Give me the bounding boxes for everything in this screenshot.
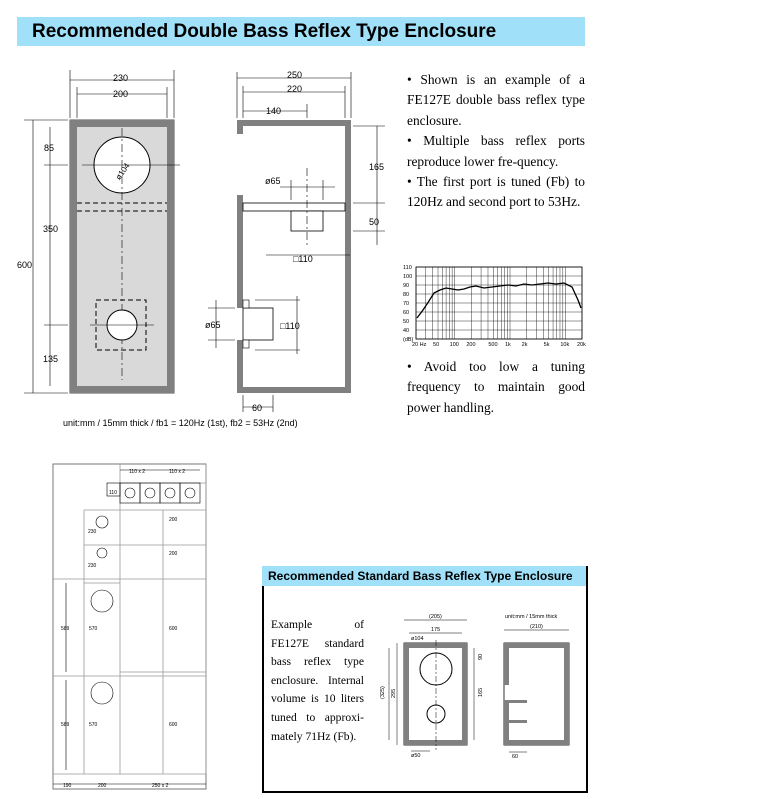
x-tick-label: 100	[449, 342, 459, 348]
lower-port-section: □110	[280, 321, 300, 331]
front-dim-350: 350	[43, 224, 59, 234]
y-tick-label: 90	[403, 283, 410, 289]
cut-label: 230	[88, 529, 97, 535]
cut-label: 570	[89, 722, 98, 728]
y-tick-label: 100	[403, 274, 413, 280]
side-dim-140: 140	[266, 106, 282, 116]
x-tick-label: 2k	[521, 342, 528, 348]
front-dim-85: 85	[44, 143, 55, 153]
std-side-dim: 60	[512, 754, 519, 760]
bullet-list	[407, 70, 585, 213]
std-dim: 165	[478, 687, 484, 697]
standard-enclosure-diagram	[368, 600, 582, 764]
std-dim: 295	[391, 688, 397, 698]
bullet-2: • Multiple bass reflex ports reproduce lower fre-quency.	[407, 133, 585, 169]
upper-port-section: □110	[293, 254, 313, 264]
x-tick-label: 5k	[543, 342, 550, 348]
cut-label: 110 x 2	[169, 469, 186, 475]
cut-label: 589	[61, 722, 70, 728]
y-tick-label: 110	[403, 265, 412, 271]
x-tick-label: 500	[488, 342, 498, 348]
cut-label: 200	[98, 783, 107, 789]
title-bar	[17, 17, 585, 46]
page-title: Recommended Double Bass Reflex Type Enclosure	[32, 21, 497, 42]
cut-label: 190	[63, 783, 72, 789]
side-width-inner: 220	[287, 84, 303, 94]
y-tick-label: 60	[403, 310, 410, 316]
cut-label: 110	[109, 490, 117, 496]
std-dim: (325)	[380, 686, 386, 699]
upper-port-diameter: ø65	[265, 176, 281, 186]
side-dim-60: 60	[252, 403, 263, 413]
lower-port-diameter: ø65	[205, 320, 221, 330]
std-dim: (205)	[429, 614, 442, 620]
x-tick-label: 10k	[560, 342, 570, 348]
cut-label: 250 x 2	[152, 783, 169, 789]
std-dim: 175	[431, 627, 441, 633]
y-tick-label: (dB)	[403, 337, 414, 343]
std-side-dim: (210)	[530, 624, 543, 630]
front-width-outer: 230	[113, 73, 129, 83]
cut-label: 600	[169, 626, 178, 632]
x-tick-label: 20 Hz	[412, 342, 427, 348]
cut-label: 570	[89, 626, 98, 632]
standard-enclosure-title-bar	[262, 566, 586, 586]
cut-sheet-diagram	[48, 460, 210, 794]
bullet-4: • Avoid too low a tuning frequency to maintain good power handling.	[407, 359, 585, 415]
standard-description	[271, 616, 364, 746]
frequency-response-chart	[400, 262, 590, 350]
standard-description-text: Example of FE127E standard bass reflex type enclosure. Internal volume is 10 liters tuned to approxi-mately 71Hz (Fb).	[271, 618, 364, 743]
y-tick-label: 70	[403, 301, 410, 307]
y-tick-label: 50	[403, 319, 410, 325]
x-tick-label: 1k	[505, 342, 511, 348]
cut-label: 200	[169, 517, 178, 523]
bullet-3: • The first port is tuned (Fb) to 120Hz and second port to 53Hz.	[407, 174, 585, 210]
side-width-outer: 250	[287, 70, 303, 80]
x-tick-label: 20k	[577, 342, 586, 348]
front-view-diagram	[15, 64, 195, 404]
unit-note: unit:mm / 15mm thick / fb1 = 120Hz (1st), fb2 = 53Hz (2nd)	[63, 418, 298, 428]
std-dim: ø50	[411, 753, 421, 759]
side-view-diagram	[200, 64, 400, 416]
std-side-unit: unit:mm / 15mm thick	[505, 614, 558, 620]
standard-enclosure-title: Recommended Standard Bass Reflex Type Enclosure	[268, 569, 573, 583]
x-tick-label: 50	[433, 342, 440, 348]
cut-label: 230	[88, 563, 97, 569]
cut-label: 110 x 2	[129, 469, 146, 475]
cut-label: 200	[169, 551, 178, 557]
y-tick-label: 80	[403, 292, 410, 298]
bullet-list-2	[407, 357, 585, 418]
x-tick-label: 200	[466, 342, 476, 348]
side-dim-50: 50	[369, 217, 380, 227]
side-dim-165: 165	[369, 162, 385, 172]
bullet-1: • Shown is an example of a FE127E double bass reflex type enclosure.	[407, 72, 585, 128]
std-dim: 90	[478, 653, 484, 660]
cut-label: 589	[61, 626, 70, 632]
hole-dim-label: ø104	[113, 161, 132, 182]
front-width-inner: 200	[113, 89, 129, 99]
std-dim: ø104	[411, 636, 424, 642]
front-dim-600: 600	[17, 260, 33, 270]
cut-label: 600	[169, 722, 178, 728]
front-dim-135: 135	[43, 354, 59, 364]
y-tick-label: 40	[403, 328, 410, 334]
